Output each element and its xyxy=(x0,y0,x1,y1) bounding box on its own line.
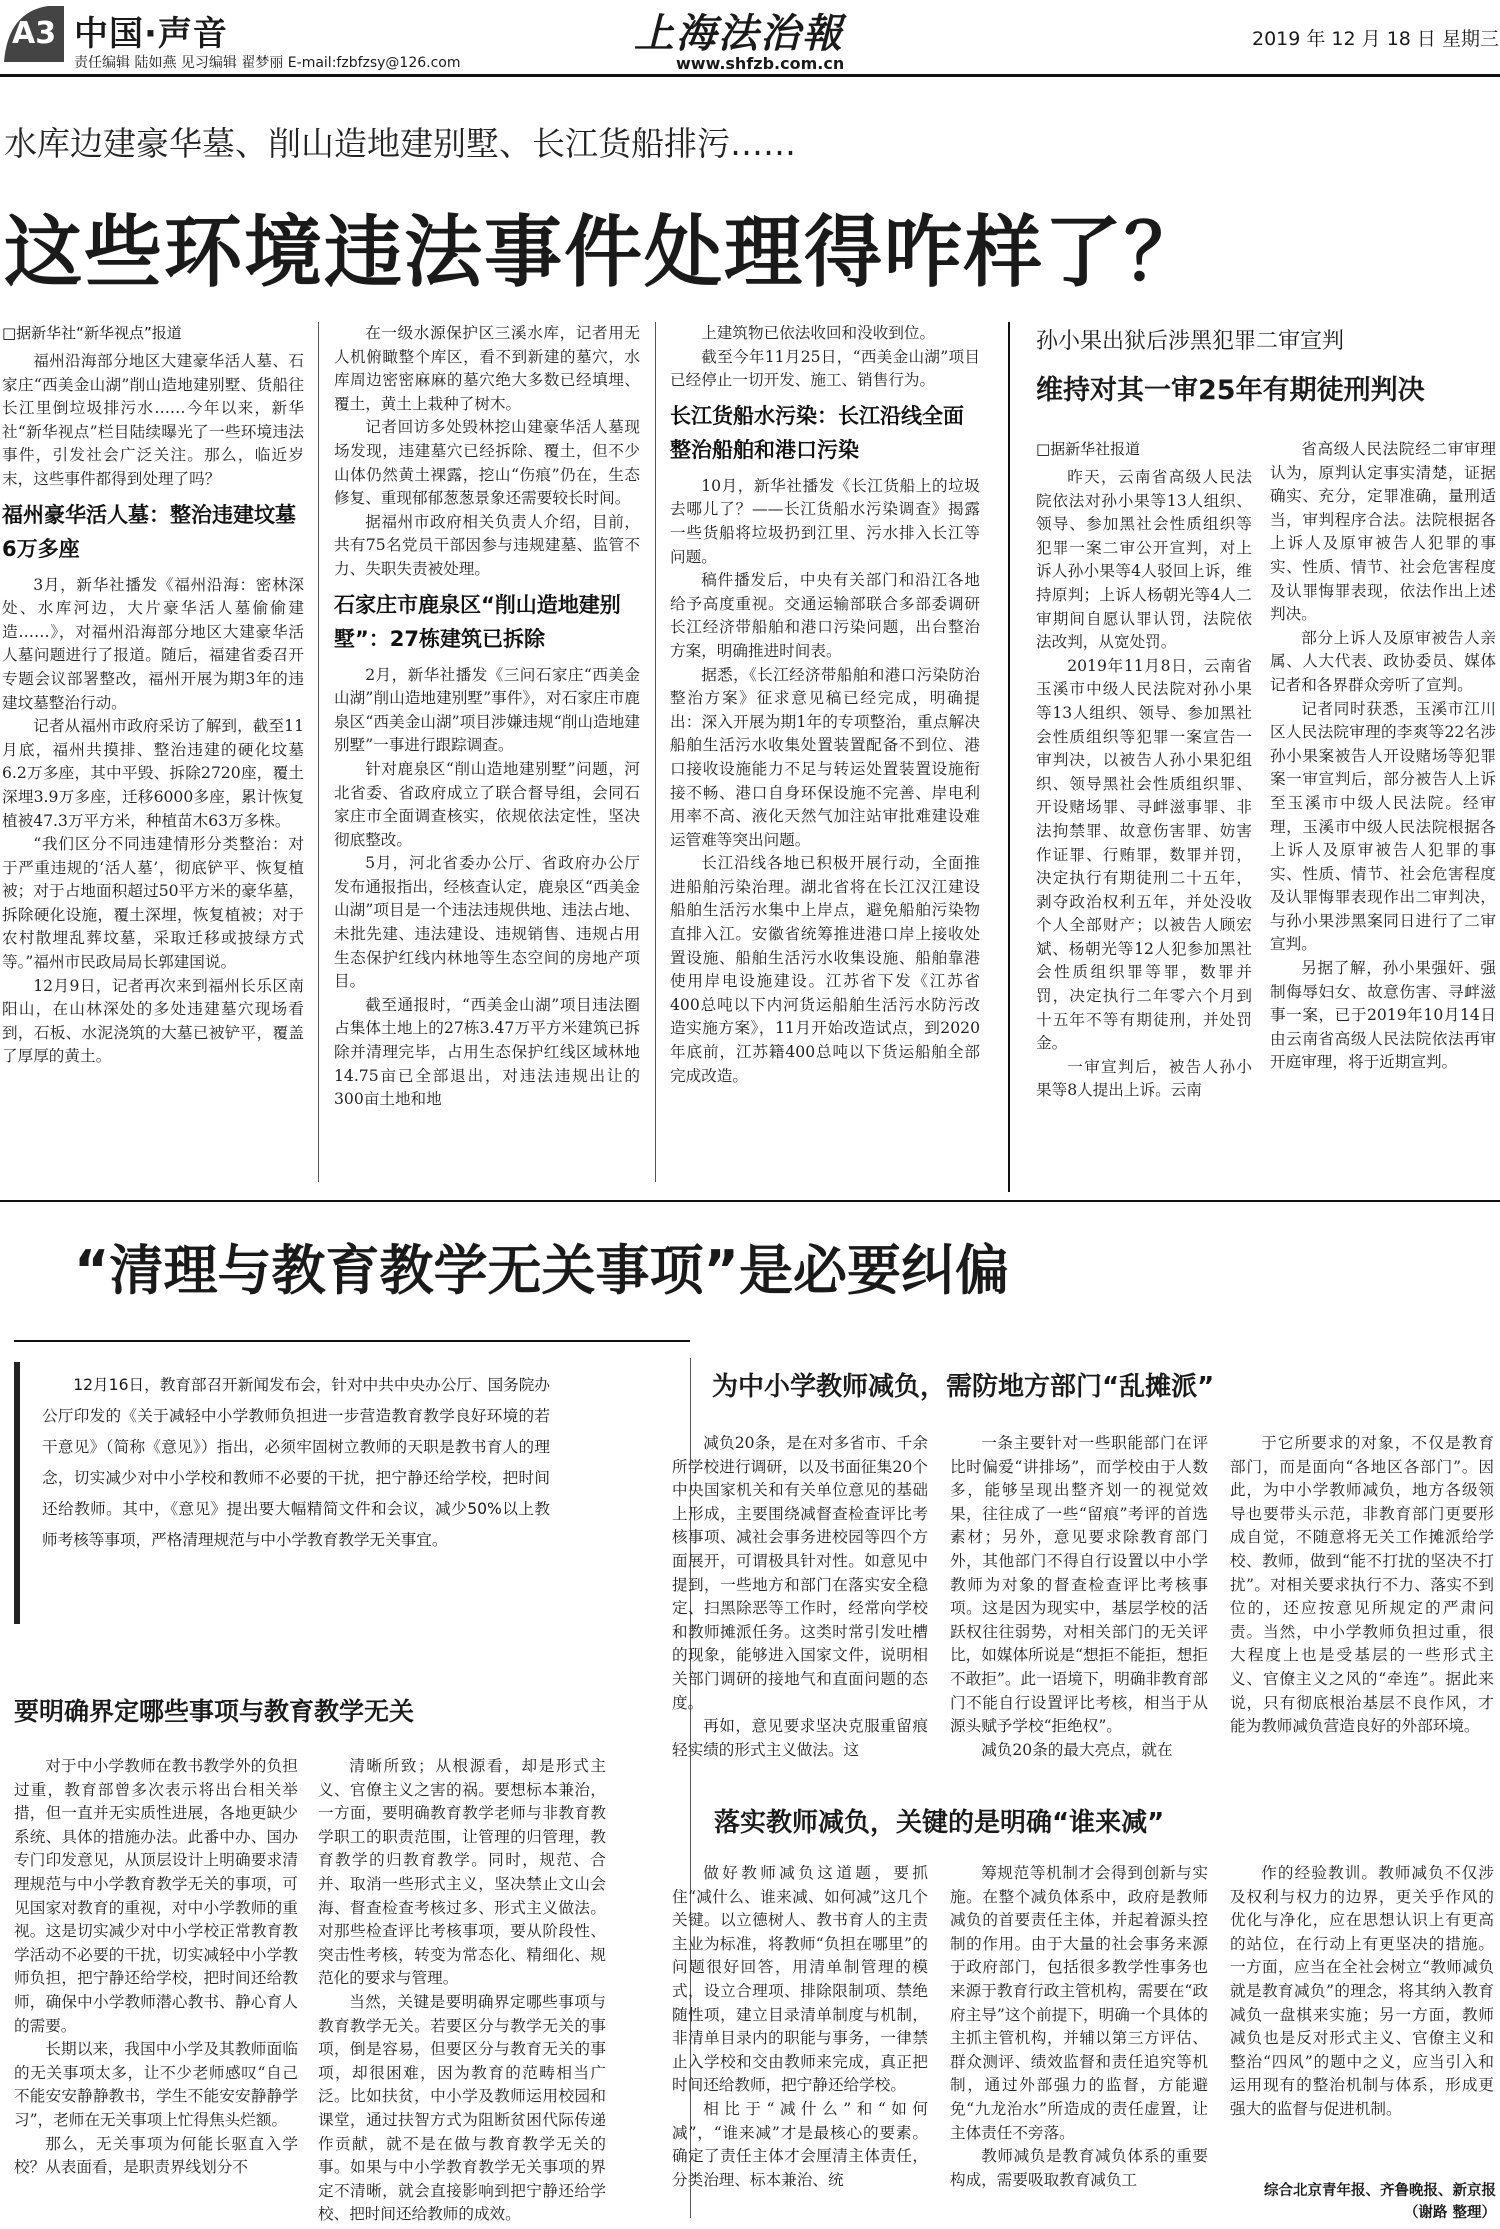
paragraph: 清晰所致；从根源看，却是形式主义、官僚主义之害的祸。要想标本兼治，一方面，要明确教育教学老师与非教育教学职工的职责范围，让管理的归管理，教育教学的归教育教学。同时，规范、合并、取消一些形式主义，坚决禁止文山会海、督查检查考核过多、形式主义做法。对那些检查评比考核事项，要从阶段性、突击性考核，转变为常态化、精细化、规范化的要求与管理。 xyxy=(318,1757,606,1988)
paragraph: 一审宣判后，被告人孙小果等8人提出上诉。云南 xyxy=(1036,1057,1252,1100)
paragraph: 那么，无关事项为何能长驱直入学校？从表面看，是职责界线划分不 xyxy=(14,2134,298,2177)
story1-kicker: 水库边建豪华墓、削山造地建别墅、长江货船排污…… xyxy=(4,124,796,163)
story3-sec2-column-3 xyxy=(1230,1432,1494,1772)
story3-sec2-column-2 xyxy=(950,1432,1208,1772)
paragraph: 相比于“减什么”和“如何减”，“谁来减”才是最核心的要素。确定了责任主体才会厘清主体责任，分类治理、标本兼治、统 xyxy=(672,2099,928,2189)
paragraph: “我们区分不同违建情形分类整治：对于严重违规的‘活人墓’，彻底铲平、恢复植被；对于占地面积超过50平方米的豪华墓，拆除硬化设施，覆土深埋，恢复植被；对于农村散埋乱葬坟墓，采取迁移或披绿方式等。”福州市民政局局长郭建国说。 xyxy=(2,835,304,972)
story1-subhead-1: 福州豪华活人墓：整治违建坟墓6万多座 xyxy=(2,502,296,561)
paragraph: 减负20条的最大亮点，就在 xyxy=(981,1740,1173,1759)
credit-sources: 综合北京青年报、齐鲁晚报、新京报 xyxy=(1264,2183,1496,2199)
paragraph: 上建筑物已依法收回和没收到位。 xyxy=(701,324,936,342)
paragraph: 截至通报时，“西美金山湖”项目违法圈占集体土地上的27栋3.47万平方米建筑已拆除并清理完毕，占用生态保护红线区域林地14.75亩已全部退出，对违法违规出让的300亩土地和地 xyxy=(334,995,640,1109)
story2-column-1 xyxy=(1036,438,1252,1190)
editor-line: 责任编辑 陆如燕 见习编辑 翟梦丽 E-mail:fzbfzsy@126.com xyxy=(74,55,461,71)
column-rule xyxy=(655,322,656,1182)
story1-source: □据新华社“新华视点”报道 xyxy=(2,324,182,342)
summary-box xyxy=(14,1362,558,1624)
paragraph: 一条主要针对一些职能部门在评比时偏爱“讲排场”，而学校由于人数多，能够呈现出整齐划一的视觉效果，往往成了一些“留痕”考评的首选素材；另外，意见要求除教育部门外，其他部门不得自行设置以中小学教师为对象的督查检查评比考核事项。这是因为现实中，基层学校的活跃权往往弱势，对相关部门的无关评比，如媒体所说是“想拒不能拒，想拒不敢拒”。此一语境下，明确非教育部门不能自行设置评比考核，相当于从源头赋予学校“拒绝权”。 xyxy=(950,1434,1208,1736)
header-rule xyxy=(0,74,1500,77)
paragraph: 据悉，《长江经济带船舶和港口污染防治整治方案》征求意见稿已经完成，明确提出：深入开展为期1年的专项整治，重点解决船舶生活污水收集处置装置配备不到位、港口接收设施能力不足与转运处置装置设施衔接不畅、港口自身环保设施不完善、岸电利用率不高、液化天然气加注站审批难建设难运管难等突出问题。 xyxy=(670,665,980,849)
section-name: 中国·声音 xyxy=(74,14,228,54)
credit-line xyxy=(1236,2180,1496,2224)
story3-title-rule xyxy=(14,1340,690,1342)
story1-lead: 福州沿海部分地区大建豪华活人墓、石家庄“西美金山湖”削山造地建别墅、货船往长江里倒垃圾排污水……今年以来，新华社“新华视点”栏目陆续曝光了一些环境违法事件，引发社会广泛关注。那么，临近岁末，这些事件都得到处理了吗？ xyxy=(2,352,304,488)
story3-sec1-column-2 xyxy=(318,1755,606,2225)
story2-source: □据新华社报道 xyxy=(1036,440,1141,458)
paragraph: 2月，新华社播发《三问石家庄“西美金山湖”削山造地建别墅”事件》，对石家庄市鹿泉区“西美金山湖”项目涉嫌违规“削山造地建别墅”一事进行跟踪调查。 xyxy=(334,665,640,755)
story1-column-1 xyxy=(2,322,304,1182)
paragraph: 对于中小学教师在教书教学外的负担过重，教育部曾多次表示将出台相关举措，但一直并无实质性进展，各地更缺少系统、具体的措施办法。此番中办、国办专门印发意见，从顶层设计上明确要求清理规范与中小学教育教学无关的事项，可见国家对教育的重视，对中小学教师的重视。这是切实减少对中小学校正常教育教学活动不必要的干扰，切实减轻中小学教师负担，把宁静还给学校，把时间还给教师，确保中小学教师潜心教书、静心育人的需要。 xyxy=(14,1757,298,2035)
story2-kicker: 孙小果出狱后涉黑犯罪二审宣判 xyxy=(1036,329,1345,354)
paragraph: 截至今年11月25日，“西美金山湖”项目已经停止一切开发、施工、销售行为。 xyxy=(670,347,980,390)
paragraph: 另据了解，孙小果强奸、强制侮辱妇女、故意伤害、寻衅滋事一案，已于2019年10月14日由云南省高级人民法院依法再审开庭审理，将于近期宣判。 xyxy=(1270,959,1496,1072)
paragraph: 减负20条，是在对多省市、千余所学校进行调研，以及书面征集20个中央国家机关和有关单位意见的基础上形成，主要围绕减督查检查评比考核事项、减社会事务进校园等四个方面展开，可谓极具针对性。如意见中提到，一些地方和部门在落实安全稳定、扫黑除恶等工作时，经常向学校和教师摊派任务。这类时常引发吐槽的现象，能够进入国家文件，说明相关部门调研的接地气和直面问题的态度。 xyxy=(672,1434,928,1712)
story1-title: 这些环境违法事件处理得咋样了？ xyxy=(4,208,1205,298)
section-heading-3: 落实教师减负，关键的是明确“谁来减” xyxy=(714,1808,1165,1838)
paragraph: 2019年11月8日，云南省玉溪市中级人民法院对孙小果等13人组织、领导、参加黑社会性质组织等犯罪一案宣告一审判决，以被告人孙小果犯组织、领导黑社会性质组织罪、开设赌场罪、寻衅滋事罪、非法拘禁罪、故意伤害罪、妨害作证罪、行贿罪，数罪并罚，决定执行有期徒刑二十五年，剥夺政治权利五年，并处没收个人全部财产；以被告人顾宏斌、杨朝光等12人犯参加黑社会性质组织罪等罪，数罪并罚，决定执行二年零六个月到十五年不等有期徒刑，并处罚金。 xyxy=(1036,656,1252,1053)
story2-column-2 xyxy=(1270,438,1496,1190)
paragraph: 10月，新华社播发《长江货船上的垃圾去哪儿了？——长江货船水污染调查》揭露一些货船将垃圾扔到江里、污水排入长江等问题。 xyxy=(670,476,980,566)
paragraph: 记者从福州市政府采访了解到，截至11月底，福州共摸排、整治违建的硬化坟墓6.2万多座，其中平毁、拆除2720座，覆土深埋3.9万多座，迁移6000多座，累计恢复植被47.3万平方米，种植苗木63万多株。 xyxy=(2,717,304,830)
story2-title: 维持对其一审25年有期徒刑判决 xyxy=(1036,375,1425,406)
column-rule xyxy=(318,322,319,1182)
summary-text: 12月16日，教育部召开新闻发布会，针对中共中央办公厅、国务院办公厅印发的《关于减轻中小学教师负担进一步营造教育教学良好环境的若干意见》（简称《意见》）指出，必须牢固树立教师的天职是教书育人的理念，切实减少对中小学校和教师不必要的干扰，把宁静还给学校，把时间还给教师。其中，《意见》提出要大幅精简文件和会议，减少50%以上教师考核等事项，严格清理规范与中小学教育教学无关事宜。 xyxy=(42,1376,550,1549)
story3-title: “清理与教育教学无关事项”是必要纠偏 xyxy=(74,1239,1009,1302)
story1-column-2 xyxy=(334,322,640,1182)
section-heading-1: 要明确界定哪些事项与教育教学无关 xyxy=(14,1697,415,1726)
story1-subhead-3: 长江货船水污染：长江沿线全面整治船舶和港口污染 xyxy=(670,403,964,462)
paragraph: 据福州市政府相关负责人介绍，目前，共有75名党员干部因参与违规建墓、监管不力、失职失责被处理。 xyxy=(334,512,640,578)
paragraph: 记者回访多处毁林挖山建豪华活人墓现场发现，违建墓穴已经拆除、覆土，但不少山体仍然黄土裸露，挖山“伤痕”仍在，生态修复、重现郁郁葱葱景象还需要较长时间。 xyxy=(334,418,640,508)
story1-column-3 xyxy=(670,322,980,1182)
paragraph: 3月，新华社播发《福州沿海：密林深处、水库河边，大片豪华活人墓偷偷建造……》，对福州沿海部分地区大建豪华活人墓问题进行了报道。随后，福建省委召开专题会议部署整改，福州开展为期3年的违建坟墓整治行动。 xyxy=(2,575,304,712)
story3-sec1-column-1 xyxy=(14,1755,298,2225)
paragraph: 部分上诉人及原审被告人亲属、人大代表、政协委员、媒体记者和各界群众旁听了宣判。 xyxy=(1270,628,1496,694)
paragraph: 昨天，云南省高级人民法院依法对孙小果等13人组织、领导、参加黑社会性质组织等犯罪一案二审公开宣判，对上诉人孙小果等4人驳回上诉，维持原判；上诉人杨朝光等4人二审期间自愿认罪认罚，法院依法改判，从宽处罚。 xyxy=(1036,468,1252,652)
paragraph: 长江沿线各地已积极开展行动，全面推进船舶污染治理。湖北省将在长江汉江建设船舶生活污水集中上岸点，避免船舶污染物直排入江。安徽省统筹推进港口岸上接收处置设施、船舶生活污水收集设施、船舶靠港使用岸电设施建设。江苏省下发《江苏省400总吨以下内河货运船舶生活污水防污改造实施方案》，11月开始改造试点，到2020年底前，江苏籍400总吨以下货运船舶全部完成改造。 xyxy=(670,854,980,1085)
story1-subhead-2: 石家庄市鹿泉区“削山造地建别墅”：27栋建筑已拆除 xyxy=(334,592,621,651)
paragraph: 于它所要求的对象，不仅是教育部门，而是面向“各地区各部门”。因此，为中小学教师减负，地方各级领导也要带头示范，非教育部门更要形成自觉，不随意将无关工作摊派给学校、教师，做到“能不打扰的坚决不打扰”。对相关要求执行不力、落实不到位的，还应按意见所规定的严肃问责。当然，中小学教师负担过重，很大程度上也是受基层的一些形式主义、官僚主义之风的“牵连”。据此来说，只有彻底根治基层不良作风，才能为教师减负营造良好的外部环境。 xyxy=(1230,1434,1494,1736)
story3-sec2-column-1 xyxy=(672,1432,928,1772)
paragraph: 当然，关键是要明确界定哪些事项与教育教学无关。若要区分与教学无关的事项，倒是容易，但要区分与教育无关的事项，却很困难，因为教育的范畴相当广泛。比如扶贫，中小学及教师运用校园和课堂，通过扶智方式为阻断贫困代际传递作贡献，就不是在做与教育教学无关的事。如果与中小学教育教学无关事项的界定不清晰，就会直接影响到把宁静还给学校、把时间还给教师的成效。 xyxy=(318,1992,606,2224)
paragraph: 针对鹿泉区“削山造地建别墅”问题，河北省委、省政府成立了联合督导组，会同石家庄市全面调查核实，依规依法定性，坚决彻底整改。 xyxy=(334,759,640,849)
paragraph: 长期以来，我国中小学及其教师面临的无关事项太多，让不少老师感叹“自己不能安安静静教书，学生不能安安静静学习”，老师在无关事项上忙得焦头烂额。 xyxy=(14,2040,298,2129)
story3-sec3-column-3 xyxy=(1230,1862,1494,2178)
issue-date: 2019 年 12 月 18 日 星期三 xyxy=(1252,28,1499,50)
masthead-logo: 上海法治報 xyxy=(634,10,844,57)
paragraph: 5月，河北省委办公厅、省政府办公厅发布通报指出，经核查认定，鹿泉区“西美金山湖”项目是一个违法违规供地、违法占地、未批先建、违法建设、违规销售、违规占用生态保护红线内林地等生态空间的房地产项目。 xyxy=(334,854,640,991)
page-number-badge xyxy=(2,2,66,64)
paragraph: 12月9日，记者再次来到福州长乐区南阳山，在山林深处的多处违建墓穴现场看到，石板、水泥浇筑的大墓已被铲平，覆盖了厚厚的黄土。 xyxy=(2,976,304,1066)
paragraph: 稿件播发后，中央有关部门和沿江各地给予高度重视。交通运输部联合多部委调研长江经济带船舶和港口污染问题，出台整治方案，明确推进时间表。 xyxy=(670,571,980,660)
paragraph: 省高级人民法院经二审审理认为，原判认定事实清楚，证据确实、充分，定罪准确，量刑适当，审判程序合法。法院根据各上诉人及原审被告人犯罪的事实、性质、情节、社会危害程度及认罪悔罪表现，依法作出上述判决。 xyxy=(1270,440,1496,624)
paragraph: 做好教师减负这道题，要抓住“减什么、谁来减、如何减”这几个关键。以立德树人、教书育人的主责主业为标准，将教师“负担在哪里”的问题很好回答，用清单制管理的模式，设立合理项、排除限制项、禁绝随性项，建立目录清单制度与机制，非清单目录内的职能与事务，一律禁止入学校和交由教师来完成，真正把时间还给教师，把宁静还给学校。 xyxy=(672,1864,928,2095)
story3-sec3-column-2 xyxy=(950,1862,1208,2224)
paragraph: 记者同时获悉，玉溪市江川区人民法院审理的李爽等22名涉孙小果案被告人开设赌场等犯罪案一审宣判后，部分被告人上诉至玉溪市中级人民法院。经审理，玉溪市中级人民法院根据各上诉人及原审被告人犯罪的事实、性质、情节、社会危害程度及认罪悔罪表现作出二审判决，与孙小果涉黑案同日进行了二审宣判。 xyxy=(1270,699,1496,954)
section-heading-2: 为中小学教师减负，需防地方部门“乱摊派” xyxy=(712,1372,1215,1402)
story-divider xyxy=(1008,322,1010,1192)
story3-sec3-column-1 xyxy=(672,1862,928,2224)
page-number: A3 xyxy=(12,16,57,51)
paragraph: 筹规范等机制才会得到创新与实施。在整个减负体系中，政府是教师减负的首要责任主体，并起着源头控制的作用。由于大量的社会事务来源于政府部门，包括很多教学性事务也来源于教育行政主管机构，需要在“政府主导”这个前提下，明确一个具体的主抓主管机构，并辅以第三方评估、群众测评、绩效监督和责任追究等机制，通过外部强力的监督，方能避免“九龙治水”所造成的责任虚置，让主体责任不旁落。 xyxy=(950,1864,1208,2142)
paragraph: 教师减负是教育减负体系的重要构成，需要吸取教育减负工 xyxy=(950,2147,1208,2189)
website: www.shfzb.com.cn xyxy=(676,54,845,73)
paragraph: 再如，意见要求坚决克服重留痕轻实绩的形式主义做法。这 xyxy=(672,1717,928,1759)
credit-editor: （谢路 整理） xyxy=(1403,2205,1496,2221)
paragraph: 作的经验教训。教师减负不仅涉及权利与权力的边界，更关乎作风的优化与净化，应在思想认识上有更高的站位，在行动上有更坚决的措施。一方面，应当在全社会树立“教师减负就是教育减负”的理念，将其纳入教育减负一盘棋来实施；另一方面，教师减负也是反对形式主义、官僚主义和整治“四风”的题中之义，应当引入和运用现有的整治机制与体系，形成更强大的监督与促进机制。 xyxy=(1230,1864,1494,2118)
story3-top-rule xyxy=(0,1200,1500,1202)
paragraph: 在一级水源保护区三溪水库，记者用无人机俯瞰整个库区，看不到新建的墓穴，水库周边密密麻麻的墓穴绝大多数已经填埋、覆土，黄土上栽种了树木。 xyxy=(334,324,640,413)
